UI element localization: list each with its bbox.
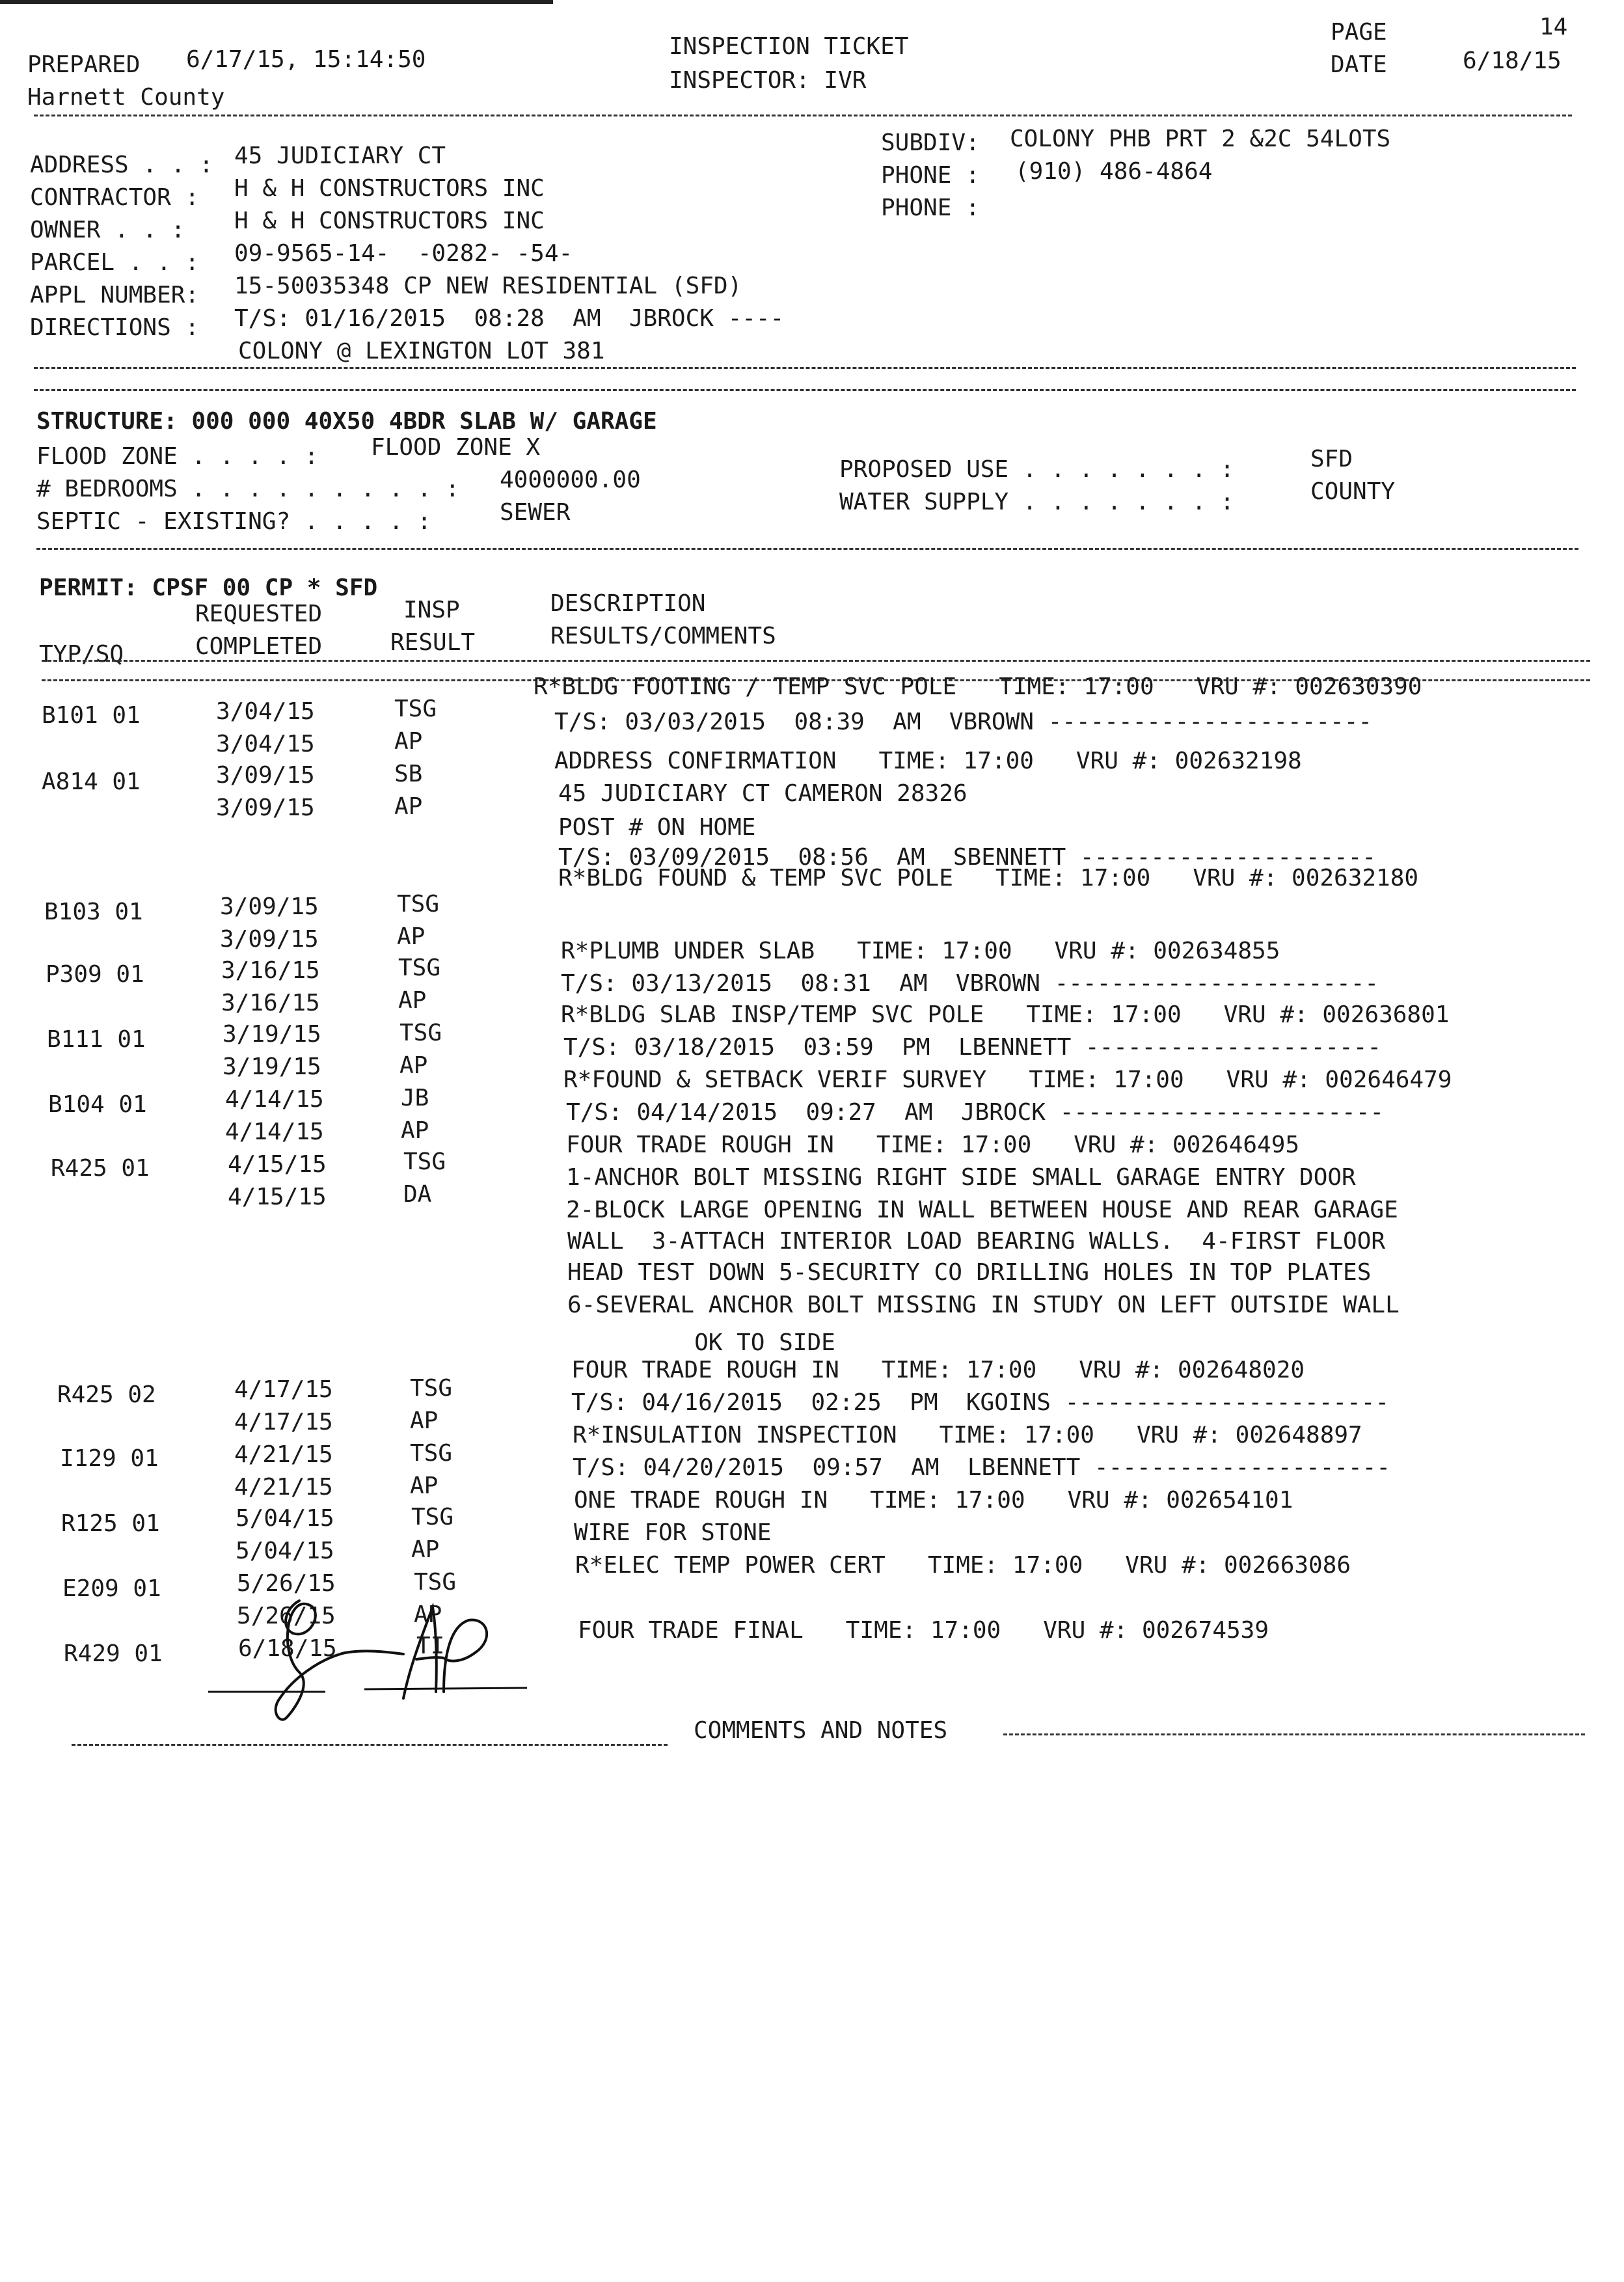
row-requested: 4/14/15 [225,1086,324,1113]
prepared-label: PREPARED [27,51,141,78]
row-result: AP [411,1536,440,1563]
col-requested: REQUESTED [195,601,323,627]
subdiv-label: SUBDIV: [881,129,980,156]
row-requested: 5/04/15 [236,1505,334,1532]
bedrooms-value: 4000000.00 [500,467,641,493]
row-completed: 3/09/15 [216,795,315,821]
address-value: 45 JUDICIARY CT [234,143,446,169]
col-completed: COMPLETED [195,633,323,660]
row-desc-line: T/S: 03/13/2015 08:31 AM VBROWN ----------------------- [561,970,1379,997]
water-supply-value: COUNTY [1310,478,1396,505]
row-requested: 4/21/15 [234,1441,333,1468]
row-desc-line: T/S: 04/14/2015 09:27 AM JBROCK ----------------------- [566,1099,1385,1126]
row-insp: TSG [410,1375,453,1402]
appl-number-label: APPL NUMBER: [30,282,200,308]
owner-value: H & H CONSTRUCTORS INC [234,208,545,234]
row-desc-line: 6-SEVERAL ANCHOR BOLT MISSING IN STUDY ON LEFT OUTSIDE WALL [567,1292,1400,1318]
date-value: 6/18/15 [1463,48,1562,74]
row-typ: R125 01 [61,1510,160,1537]
row-requested: 3/16/15 [221,957,320,984]
row-desc-line: R*FOUND & SETBACK VERIF SURVEY TIME: 17:00 VRU #: 002646479 [563,1066,1452,1093]
row-desc-line: FOUR TRADE FINAL TIME: 17:00 VRU #: 002674539 [578,1617,1269,1644]
row-typ: A814 01 [42,768,141,795]
row-desc-line: R*INSULATION INSPECTION TIME: 17:00 VRU #: 002648897 [573,1422,1362,1448]
row-desc-line: HEAD TEST DOWN 5-SECURITY CO DRILLING HOLES IN TOP PLATES [567,1259,1372,1286]
comments-notes-label: COMMENTS AND NOTES [694,1717,948,1744]
parcel-value: 09-9565-14- -0282- -54- [234,240,573,267]
row-insp: TSG [394,696,437,722]
page-label: PAGE [1331,19,1387,46]
inspector-line: INSPECTOR: IVR [669,67,867,94]
row-completed: 4/15/15 [228,1184,327,1210]
row-insp: TSG [410,1440,453,1467]
row-typ: R425 02 [57,1381,156,1408]
row-typ: B103 01 [44,899,143,925]
row-desc-line: 1-ANCHOR BOLT MISSING RIGHT SIDE SMALL GARAGE ENTRY DOOR [566,1164,1356,1191]
row-desc-line: T/S: 03/03/2015 08:39 AM VBROWN ----------------------- [554,709,1373,735]
appl-number-value: 15-50035348 CP NEW RESIDENTIAL (SFD) [234,273,742,299]
row-result: AP [399,1052,428,1079]
row-typ: I129 01 [60,1445,159,1472]
row-completed: 4/21/15 [234,1474,333,1501]
row-desc-line: WALL 3-ATTACH INTERIOR LOAD BEARING WALLS. 4-FIRST FLOOR [567,1228,1386,1255]
directions-timestamp: T/S: 01/16/2015 08:28 AM JBROCK ---- [234,305,785,332]
directions-label: DIRECTIONS : [30,314,200,341]
row-insp: SB [394,761,423,787]
row-desc-line: 45 JUDICIARY CT CAMERON 28326 [558,780,968,807]
row-desc-line: WIRE FOR STONE [574,1519,772,1546]
row-result: AP [398,987,427,1014]
contractor-value: H & H CONSTRUCTORS INC [234,175,545,202]
owner-label: OWNER . . : [30,217,185,243]
row-typ: R429 01 [64,1640,163,1667]
row-result: AP [414,1601,442,1628]
row-desc-line: OK TO SIDE [567,1329,835,1356]
handwritten-signature [208,1581,547,1737]
row-desc-line: R*PLUMB UNDER SLAB TIME: 17:00 VRU #: 002634855 [561,938,1280,964]
col-result: RESULT [390,629,476,656]
phone-label: PHONE : [881,162,980,189]
proposed-use-label: PROPOSED USE . . . . . . . : [839,456,1234,483]
prepared-value: 6/17/15, 15:14:50 [186,46,426,73]
row-typ: P309 01 [46,961,144,988]
row-desc-line: POST # ON HOME [558,814,756,841]
row-completed: 4/14/15 [225,1119,324,1145]
divider [1003,1733,1585,1735]
row-requested: 4/15/15 [228,1151,327,1178]
row-result: AP [401,1117,429,1144]
row-result: AP [410,1473,439,1499]
bedrooms-label: # BEDROOMS . . . . . . . . . : [36,476,460,502]
row-insp: TSG [399,1020,442,1046]
row-requested: 5/26/15 [237,1570,336,1597]
row-insp: JB [401,1085,429,1111]
row-completed: 4/17/15 [234,1409,333,1435]
row-desc-line: FOUR TRADE ROUGH IN TIME: 17:00 VRU #: 002648020 [571,1357,1305,1383]
col-description: DESCRIPTION [550,590,706,617]
ticket-title: INSPECTION TICKET [669,33,909,60]
divider [34,115,1572,116]
septic-label: SEPTIC - EXISTING? . . . . : [36,508,431,535]
row-desc-line: R*BLDG FOOTING / TEMP SVC POLE TIME: 17:00 VRU #: 002630390 [534,673,1422,700]
col-results-comments: RESULTS/COMMENTS [550,623,776,649]
proposed-use-value: SFD [1310,446,1353,472]
row-insp: TSG [411,1504,454,1530]
row-completed: 3/19/15 [223,1053,321,1080]
subdiv-value: COLONY PHB PRT 2 &2C 54LOTS [1010,126,1391,152]
row-requested: 6/18/15 [238,1635,337,1662]
row-result: AP [394,793,423,820]
row-typ: B111 01 [47,1026,146,1053]
row-requested: 3/09/15 [216,762,315,789]
row-desc-line: R*ELEC TEMP POWER CERT TIME: 17:00 VRU #: 002663086 [575,1552,1351,1579]
row-requested: 3/09/15 [220,893,319,920]
address-label: ADDRESS . . : [30,152,213,178]
row-desc-line: R*BLDG FOUND & TEMP SVC POLE TIME: 17:00 VRU #: 002632180 [558,865,1419,891]
row-desc-line: ONE TRADE ROUGH IN TIME: 17:00 VRU #: 002654101 [574,1487,1293,1514]
row-completed: 3/04/15 [216,731,315,757]
row-result: DA [403,1181,432,1208]
scan-edge-bar [0,0,553,4]
row-desc-line: T/S: 03/18/2015 03:59 PM LBENNETT --------------------- [563,1034,1382,1061]
row-requested: 3/19/15 [223,1021,321,1048]
row-result: AP [397,923,426,950]
row-requested: 3/04/15 [216,698,315,725]
flood-zone-value: FLOOD ZONE X [371,434,541,461]
row-desc-line: ADDRESS CONFIRMATION TIME: 17:00 VRU #: 002632198 [554,748,1302,774]
structure-title: STRUCTURE: 000 000 40X50 4BDR SLAB W/ GARAGE [36,408,657,435]
row-insp: TSG [414,1569,457,1596]
row-insp: TSG [403,1148,446,1175]
divider [36,548,1578,550]
row-result: AP [410,1407,439,1434]
row-desc-line: 2-BLOCK LARGE OPENING IN WALL BETWEEN HOUSE AND REAR GARAGE [566,1197,1398,1223]
col-insp: INSP [403,597,460,623]
divider [34,367,1576,369]
row-completed: 3/09/15 [220,926,319,953]
permit-title: PERMIT: CPSF 00 CP * SFD [39,575,378,601]
water-supply-label: WATER SUPPLY . . . . . . . : [839,489,1234,515]
divider [34,389,1576,391]
col-typ-sq: TYP/SQ [39,641,124,668]
row-desc-line: T/S: 03/09/2015 08:56 AM SBENNETT --------------------- [558,844,1377,871]
row-typ: B101 01 [42,702,141,729]
septic-value: SEWER [500,499,571,526]
phone-label-2: PHONE : [881,195,980,221]
flood-zone-label: FLOOD ZONE . . . . : [36,443,319,470]
row-desc-line: T/S: 04/20/2015 09:57 AM LBENNETT --------------------- [573,1454,1391,1481]
row-insp: TSG [397,891,440,917]
directions-text: COLONY @ LEXINGTON LOT 381 [238,338,605,364]
contractor-label: CONTRACTOR : [30,184,200,211]
row-completed: 5/04/15 [236,1538,334,1564]
row-insp: TSG [398,955,441,981]
date-label: DATE [1331,51,1387,78]
page-number: 14 [1539,14,1568,40]
row-requested: 4/17/15 [234,1376,333,1403]
row-typ: B104 01 [48,1091,147,1118]
row-completed: 3/16/15 [221,990,320,1016]
parcel-label: PARCEL . . : [30,249,200,276]
divider [42,660,1590,662]
row-result: AP [394,728,423,755]
row-typ: R425 01 [51,1155,150,1182]
row-desc-line: FOUR TRADE ROUGH IN TIME: 17:00 VRU #: 002646495 [566,1132,1300,1158]
phone-value: (910) 486-4864 [1015,158,1213,185]
row-desc-line: T/S: 04/16/2015 02:25 PM KGOINS ----------------------- [571,1389,1390,1416]
divider [72,1744,668,1746]
county-name: Harnett County [27,84,225,111]
row-typ: E209 01 [62,1575,161,1602]
row-desc-line: R*BLDG SLAB INSP/TEMP SVC POLE TIME: 17:00 VRU #: 002636801 [561,1001,1450,1028]
row-completed: 5/26/15 [237,1603,336,1629]
row-insp: TI [416,1633,445,1659]
